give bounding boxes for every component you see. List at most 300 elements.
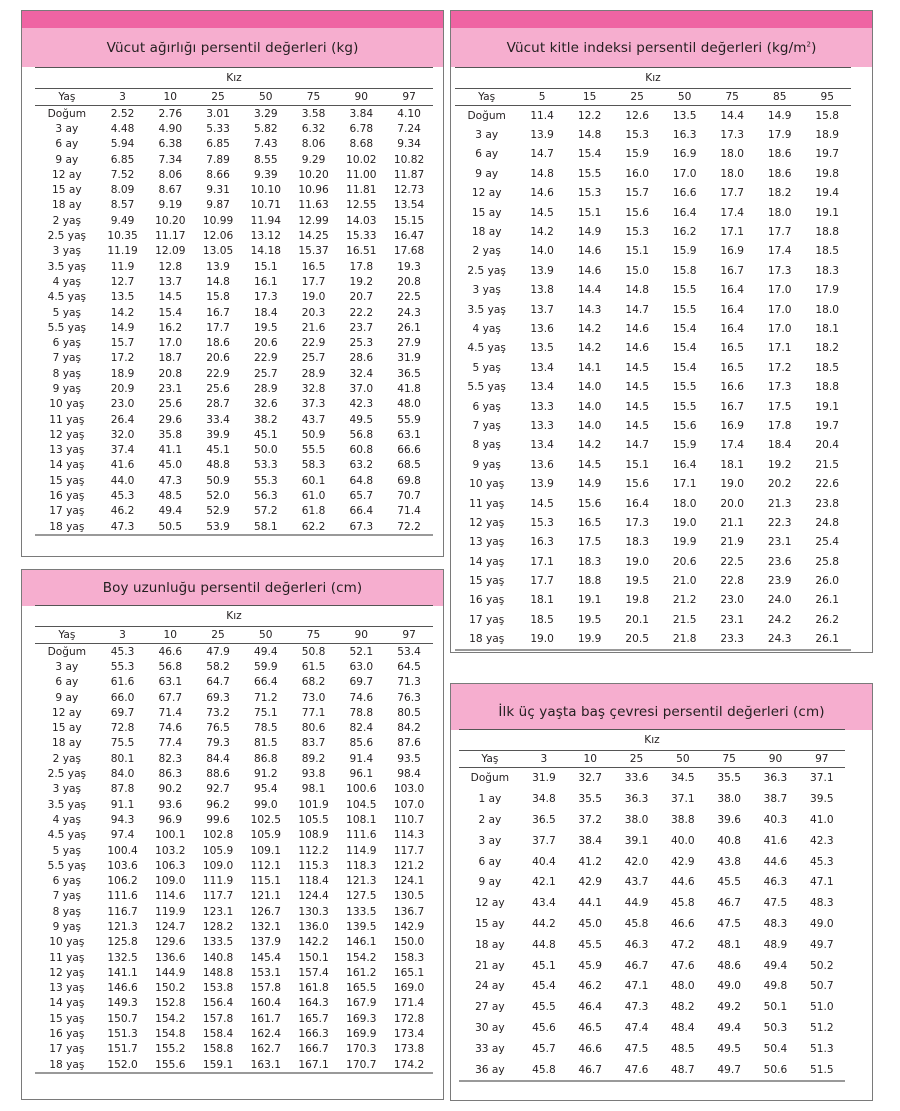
value-cell: 8.57: [110, 199, 135, 212]
value-cell: 45.5: [717, 876, 741, 889]
value-cell: 153.8: [202, 982, 234, 995]
percentile-column-header: 75: [290, 627, 338, 644]
value-cell: 32.4: [349, 367, 374, 380]
value-cell: 15.4: [672, 361, 697, 374]
value-cell: 16.0: [625, 167, 649, 180]
value-cell: 13.05: [202, 245, 234, 258]
value-cell: 100.4: [107, 844, 138, 857]
table-row: [35, 473, 433, 488]
value-cell: 158.8: [202, 1043, 234, 1056]
table-row: [35, 1042, 433, 1057]
value-cell: 46.7: [567, 1059, 613, 1081]
value-cell: 14.6: [577, 245, 602, 258]
value-cell: 16.4: [720, 322, 744, 335]
age-cell: 15 yaş: [49, 474, 85, 487]
value-cell: 14.9: [577, 226, 602, 239]
value-cell: 18.0: [767, 206, 792, 219]
value-cell: 44.9: [624, 897, 649, 910]
age-cell: 18 ay: [471, 226, 502, 239]
value-cell: 161.2: [346, 966, 377, 979]
age-cell: 14 yaş: [49, 997, 85, 1010]
value-cell: 39.1: [624, 834, 649, 847]
value-cell: 23.8: [815, 497, 840, 510]
age-cell: 12 ay: [52, 706, 82, 719]
value-cell: 61.6: [110, 676, 135, 689]
value-cell: 157.4: [298, 966, 329, 979]
value-cell: 21.6: [301, 321, 326, 334]
value-cell: 20.5: [613, 630, 661, 650]
value-cell: 88.6: [206, 768, 230, 781]
value-cell: 18.5: [530, 613, 554, 626]
value-cell: 32.0: [110, 428, 135, 441]
value-cell: 133.5: [202, 936, 234, 949]
value-cell: 103.6: [107, 859, 138, 872]
value-cell: 15.1: [577, 206, 602, 219]
value-cell: 17.0: [767, 284, 792, 297]
value-cell: 8.06: [301, 138, 326, 151]
value-cell: 50.6: [752, 1059, 798, 1081]
value-cell: 45.8: [521, 1059, 567, 1081]
value-cell: 13.7: [158, 275, 183, 288]
value-cell: 15.1: [625, 458, 649, 471]
value-cell: 66.4: [254, 676, 278, 689]
value-cell: 63.1: [158, 676, 183, 689]
value-cell: 23.6: [767, 555, 792, 568]
value-cell: 157.8: [202, 1012, 234, 1025]
value-cell: 17.4: [767, 245, 792, 258]
table-row: [455, 261, 851, 280]
age-cell: 4 yaş: [52, 813, 82, 826]
value-cell: 41.0: [810, 813, 834, 826]
value-cell: 152.8: [155, 997, 186, 1010]
value-cell: 39.9: [206, 428, 230, 441]
value-cell: 15.6: [672, 419, 697, 432]
value-cell: 26.0: [815, 575, 840, 588]
value-cell: 53.3: [254, 459, 278, 472]
value-cell: 84.4: [206, 752, 230, 765]
value-cell: 31.9: [397, 352, 421, 365]
value-cell: 63.1: [397, 428, 421, 441]
value-cell: 87.8: [110, 783, 135, 796]
table-row: [35, 519, 433, 535]
value-cell: 60.1: [301, 474, 326, 487]
value-cell: 14.5: [625, 361, 649, 374]
age-cell: 8 yaş: [52, 367, 82, 380]
value-cell: 55.9: [397, 413, 421, 426]
value-cell: 16.6: [672, 187, 697, 200]
value-cell: 44.0: [110, 474, 135, 487]
value-cell: 61.5: [301, 660, 326, 673]
value-cell: 16.5: [577, 516, 602, 529]
value-cell: 9.19: [158, 199, 183, 212]
table-row: [455, 377, 851, 396]
value-cell: 18.9: [110, 367, 135, 380]
value-cell: 158.3: [393, 951, 425, 964]
table-row: [35, 751, 433, 766]
table-row: [455, 300, 851, 319]
value-cell: 12.7: [110, 275, 135, 288]
value-cell: 17.5: [577, 536, 602, 549]
value-cell: 41.6: [110, 459, 135, 472]
table-row: [35, 782, 433, 797]
table-row: [35, 720, 433, 735]
value-cell: 114.6: [155, 890, 186, 903]
table-row: [35, 1026, 433, 1041]
value-cell: 60.8: [349, 444, 374, 457]
value-cell: 11.00: [346, 168, 377, 181]
value-cell: 45.5: [578, 938, 603, 951]
age-cell: 27 ay: [475, 1001, 505, 1014]
age-cell: 3 ay: [478, 834, 502, 847]
value-cell: 14.5: [158, 291, 183, 304]
value-cell: 48.3: [810, 897, 834, 910]
percentile-column-header: 75: [708, 89, 756, 106]
age-cell: 1 ay: [478, 793, 502, 806]
value-cell: 2.76: [158, 107, 183, 120]
value-cell: 8.67: [158, 184, 183, 197]
value-cell: 37.0: [349, 382, 374, 395]
value-cell: 47.5: [763, 897, 788, 910]
value-cell: 15.8: [815, 109, 840, 122]
value-cell: 79.3: [206, 737, 230, 750]
age-cell: 18 yaş: [35, 519, 99, 535]
value-cell: 126.7: [250, 905, 281, 918]
age-cell: 4 yaş: [472, 322, 501, 335]
value-cell: 14.03: [346, 214, 377, 227]
value-cell: 47.6: [671, 959, 695, 972]
value-cell: 21.1: [720, 516, 744, 529]
age-cell: 30 ay: [475, 1021, 505, 1034]
age-column-header: Yaş: [455, 89, 518, 106]
value-cell: 23.1: [767, 536, 792, 549]
age-column-header: Yaş: [35, 627, 99, 644]
value-cell: 16.7: [720, 264, 744, 277]
table-row: [35, 659, 433, 674]
percentile-column-header: 10: [146, 627, 194, 644]
table-row: [455, 242, 851, 261]
table-row: [35, 488, 433, 503]
value-cell: 65.7: [349, 490, 374, 503]
value-cell: 91.1: [110, 798, 135, 811]
value-cell: 19.0: [720, 478, 744, 491]
value-cell: 20.8: [158, 367, 183, 380]
value-cell: 66.6: [397, 444, 421, 457]
value-cell: 6.85: [206, 138, 230, 151]
value-cell: 46.6: [158, 645, 183, 658]
value-cell: 66.0: [110, 691, 135, 704]
value-cell: 67.7: [158, 691, 183, 704]
percentile-column-header: 50: [661, 89, 709, 106]
age-cell: 5 yaş: [52, 844, 82, 857]
value-cell: 15.0: [625, 264, 649, 277]
value-cell: 13.9: [530, 129, 554, 142]
value-cell: 20.9: [110, 382, 135, 395]
value-cell: 153.1: [250, 966, 281, 979]
value-cell: 106.3: [155, 859, 186, 872]
table-row: [35, 644, 433, 660]
value-cell: 34.5: [671, 772, 695, 785]
value-cell: 7.43: [254, 138, 278, 151]
value-cell: 165.5: [346, 982, 377, 995]
value-cell: 19.4: [815, 187, 840, 200]
age-cell: 18 ay: [475, 938, 505, 951]
value-cell: 27.9: [397, 337, 421, 350]
age-cell: 6 ay: [55, 138, 79, 151]
percentile-column-header: 10: [146, 89, 194, 106]
table-row: [35, 244, 433, 259]
value-cell: 56.3: [254, 490, 278, 503]
age-cell: 5 yaş: [52, 306, 82, 319]
value-cell: 49.5: [717, 1042, 741, 1055]
value-cell: 23.1: [158, 382, 183, 395]
value-cell: 15.7: [110, 337, 135, 350]
value-cell: 7.52: [110, 168, 135, 181]
value-cell: 93.5: [397, 752, 421, 765]
age-cell: 9 yaş: [52, 382, 82, 395]
age-cell: 17 yaş: [469, 613, 505, 626]
value-cell: 17.0: [767, 303, 792, 316]
value-cell: 172.8: [393, 1012, 425, 1025]
value-cell: 19.5: [625, 575, 649, 588]
value-cell: 39.6: [717, 813, 741, 826]
value-cell: 169.9: [346, 1028, 377, 1041]
value-cell: 16.4: [625, 497, 649, 510]
value-cell: 32.7: [578, 772, 603, 785]
value-cell: 76.3: [397, 691, 421, 704]
value-cell: 45.1: [206, 444, 230, 457]
value-cell: 3.84: [349, 107, 374, 120]
value-cell: 23.0: [720, 594, 744, 607]
value-cell: 22.5: [720, 555, 744, 568]
value-cell: 19.8: [625, 594, 649, 607]
value-cell: 13.4: [530, 439, 554, 452]
value-cell: 98.4: [397, 768, 421, 781]
table-row: [35, 766, 433, 781]
value-cell: 140.8: [202, 951, 234, 964]
value-cell: 68.5: [397, 459, 421, 472]
value-cell: 15.8: [206, 291, 230, 304]
group-label-row: [455, 68, 851, 89]
value-cell: 49.0: [717, 980, 741, 993]
value-cell: 117.7: [393, 844, 425, 857]
age-cell: 6 yaş: [52, 337, 82, 350]
table-row: [455, 203, 851, 222]
value-cell: 98.1: [301, 783, 326, 796]
value-cell: 48.6: [717, 959, 741, 972]
head-circumference-panel: [450, 683, 873, 1101]
value-cell: 47.9: [206, 645, 230, 658]
age-cell: 15 ay: [52, 184, 82, 197]
value-cell: 11.94: [250, 214, 281, 227]
value-cell: 44.8: [532, 938, 556, 951]
value-cell: 165.1: [393, 966, 425, 979]
value-cell: 86.8: [254, 752, 278, 765]
value-cell: 42.3: [349, 398, 374, 411]
value-cell: 19.0: [301, 291, 326, 304]
value-cell: 20.2: [767, 478, 792, 491]
age-cell: 2 yaş: [52, 214, 82, 227]
table-row: [35, 305, 433, 320]
weight-panel-title: Vücut ağırlığı persentil değerleri (kg): [22, 28, 443, 67]
value-cell: 171.4: [393, 997, 425, 1010]
value-cell: 151.3: [107, 1028, 138, 1041]
value-cell: 13.9: [206, 260, 230, 273]
value-cell: 28.9: [254, 382, 278, 395]
value-cell: 24.3: [756, 630, 804, 650]
value-cell: 7.34: [158, 153, 183, 166]
percentile-column-header: 75: [706, 751, 752, 768]
value-cell: 32.8: [301, 382, 326, 395]
value-cell: 77.4: [158, 737, 183, 750]
value-cell: 14.0: [530, 245, 554, 258]
value-cell: 47.1: [810, 876, 834, 889]
value-cell: 21.5: [672, 613, 697, 626]
value-cell: 15.9: [625, 148, 649, 161]
value-cell: 50.5: [146, 519, 194, 535]
value-cell: 14.2: [530, 226, 554, 239]
value-cell: 92.7: [206, 783, 230, 796]
value-cell: 45.3: [110, 645, 135, 658]
age-cell: 3 ay: [55, 660, 79, 673]
value-cell: 167.9: [346, 997, 377, 1010]
value-cell: 162.4: [250, 1028, 281, 1041]
value-cell: 24.8: [815, 516, 840, 529]
table-row: [35, 274, 433, 289]
table-row: [35, 889, 433, 904]
table-row: [455, 397, 851, 416]
value-cell: 16.5: [301, 260, 326, 273]
value-cell: 15.9: [672, 245, 697, 258]
age-cell: 2 ay: [478, 813, 502, 826]
value-cell: 174.2: [385, 1057, 433, 1073]
value-cell: 129.6: [155, 936, 186, 949]
value-cell: 36.5: [532, 813, 556, 826]
value-cell: 67.3: [337, 519, 385, 535]
value-cell: 12.09: [155, 245, 186, 258]
value-cell: 18.5: [815, 245, 840, 258]
table-row: [35, 213, 433, 228]
value-cell: 22.5: [397, 291, 421, 304]
age-cell: 10 yaş: [49, 398, 85, 411]
table-row: [455, 164, 851, 183]
value-cell: 18.4: [767, 439, 792, 452]
table-row: [35, 106, 433, 122]
value-cell: 11.9: [110, 260, 135, 273]
value-cell: 44.6: [763, 855, 788, 868]
value-cell: 14.2: [577, 342, 602, 355]
value-cell: 18.8: [577, 575, 602, 588]
value-cell: 45.1: [254, 428, 278, 441]
value-cell: 81.5: [254, 737, 278, 750]
table-row: [35, 858, 433, 873]
value-cell: 75.5: [110, 737, 135, 750]
value-cell: 13.4: [530, 381, 554, 394]
table-row: [35, 705, 433, 720]
value-cell: 18.6: [767, 167, 792, 180]
value-cell: 14.8: [530, 167, 554, 180]
value-cell: 80.6: [301, 722, 326, 735]
value-cell: 15.4: [672, 322, 697, 335]
table-row: [455, 436, 851, 455]
value-cell: 53.9: [194, 519, 242, 535]
value-cell: 49.7: [706, 1059, 752, 1081]
bmi-table: [455, 67, 851, 651]
value-cell: 16.5: [720, 361, 744, 374]
percentile-column-header: 50: [242, 627, 290, 644]
value-cell: 19.0: [672, 516, 697, 529]
table-row: [455, 358, 851, 377]
table-row: [455, 533, 851, 552]
value-cell: 29.6: [158, 413, 183, 426]
value-cell: 101.9: [298, 798, 329, 811]
value-cell: 111.6: [346, 829, 377, 842]
table-row: [35, 351, 433, 366]
value-cell: 48.5: [671, 1042, 695, 1055]
value-cell: 16.7: [720, 400, 744, 413]
value-cell: 22.2: [349, 306, 374, 319]
table-row: [455, 610, 851, 629]
value-cell: 40.3: [763, 813, 788, 826]
value-cell: 53.4: [397, 645, 421, 658]
value-cell: 49.8: [763, 980, 788, 993]
table-row: [455, 416, 851, 435]
value-cell: 39.5: [810, 793, 834, 806]
age-cell: 9 ay: [55, 153, 79, 166]
value-cell: 166.7: [298, 1043, 329, 1056]
value-cell: 16.9: [720, 419, 744, 432]
value-cell: 14.1: [577, 361, 602, 374]
value-cell: 14.0: [577, 400, 602, 413]
value-cell: 15.3: [530, 516, 554, 529]
value-cell: 108.9: [298, 829, 329, 842]
value-cell: 16.6: [720, 381, 744, 394]
age-cell: 12 yaş: [49, 428, 85, 441]
value-cell: 52.9: [206, 505, 230, 518]
value-cell: 104.5: [346, 798, 377, 811]
value-cell: 160.4: [250, 997, 281, 1010]
value-cell: 14.2: [577, 322, 602, 335]
value-cell: 4.48: [110, 122, 135, 135]
value-cell: 35.5: [717, 772, 741, 785]
value-cell: 47.3: [624, 1001, 649, 1014]
weight-percentile-panel: [21, 10, 444, 557]
value-cell: 22.3: [767, 516, 792, 529]
percentile-column-header: 97: [799, 751, 845, 768]
value-cell: 16.51: [346, 245, 377, 258]
value-cell: 17.0: [672, 167, 697, 180]
value-cell: 2.52: [110, 107, 135, 120]
age-cell: 10 yaş: [469, 478, 505, 491]
value-cell: 43.4: [532, 897, 556, 910]
value-cell: 21.2: [672, 594, 697, 607]
percentile-column-header: 5: [518, 89, 566, 106]
value-cell: 17.7: [206, 321, 230, 334]
value-cell: 33.6: [624, 772, 649, 785]
table-row: [35, 427, 433, 442]
value-cell: 96.2: [206, 798, 230, 811]
value-cell: 58.1: [242, 519, 290, 535]
value-cell: 89.2: [301, 752, 326, 765]
value-cell: 25.8: [815, 555, 840, 568]
table-row: [35, 904, 433, 919]
group-label: Kız: [459, 730, 845, 751]
value-cell: 55.3: [110, 660, 135, 673]
value-cell: 17.4: [720, 439, 744, 452]
value-cell: 38.2: [254, 413, 278, 426]
value-cell: 50.1: [763, 1001, 788, 1014]
age-cell: 7 yaş: [52, 352, 82, 365]
value-cell: 14.7: [530, 148, 554, 161]
